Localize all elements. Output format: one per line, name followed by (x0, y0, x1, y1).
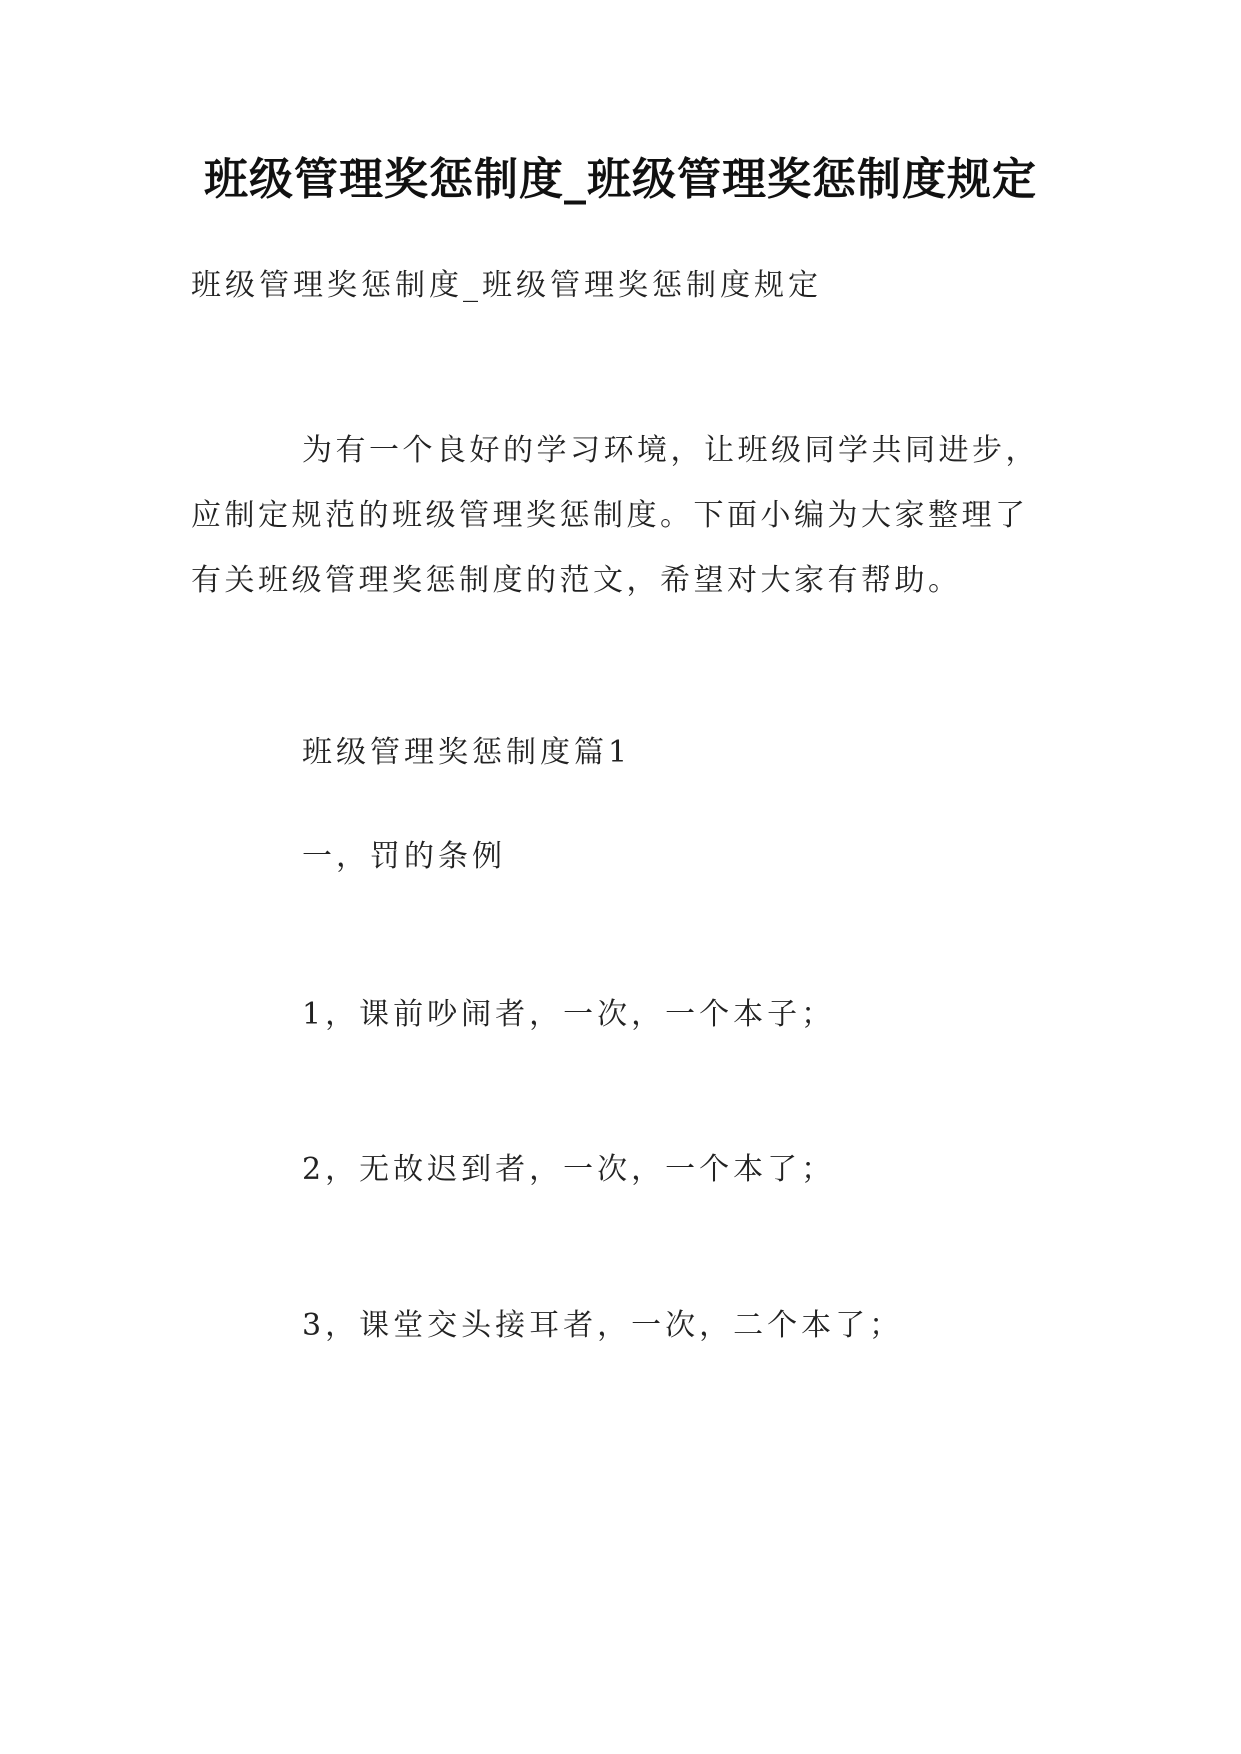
rule-item: 3，课堂交头接耳者，一次，二个本了； (302, 1308, 904, 1343)
intro-paragraph: 为有一个良好的学习环境，让班级同学共同进步，应制定规范的班级管理奖惩制度。下面小编为大家整理了有关班级管理奖惩制度的范文，希望对大家有帮助。 (191, 433, 1039, 598)
document-subtitle: 班级管理奖惩制度_班级管理奖惩制度规定 (191, 268, 822, 303)
document-title: 班级管理奖惩制度_班级管理奖惩制度规定 (204, 154, 1037, 205)
rule-item: 2，无故迟到者，一次，一个本了； (302, 1152, 836, 1187)
subsection-heading: 一，罚的条例 (302, 839, 506, 874)
section-heading: 班级管理奖惩制度篇1 (302, 735, 632, 770)
rule-item: 1，课前吵闹者，一次，一个本子； (302, 997, 836, 1032)
